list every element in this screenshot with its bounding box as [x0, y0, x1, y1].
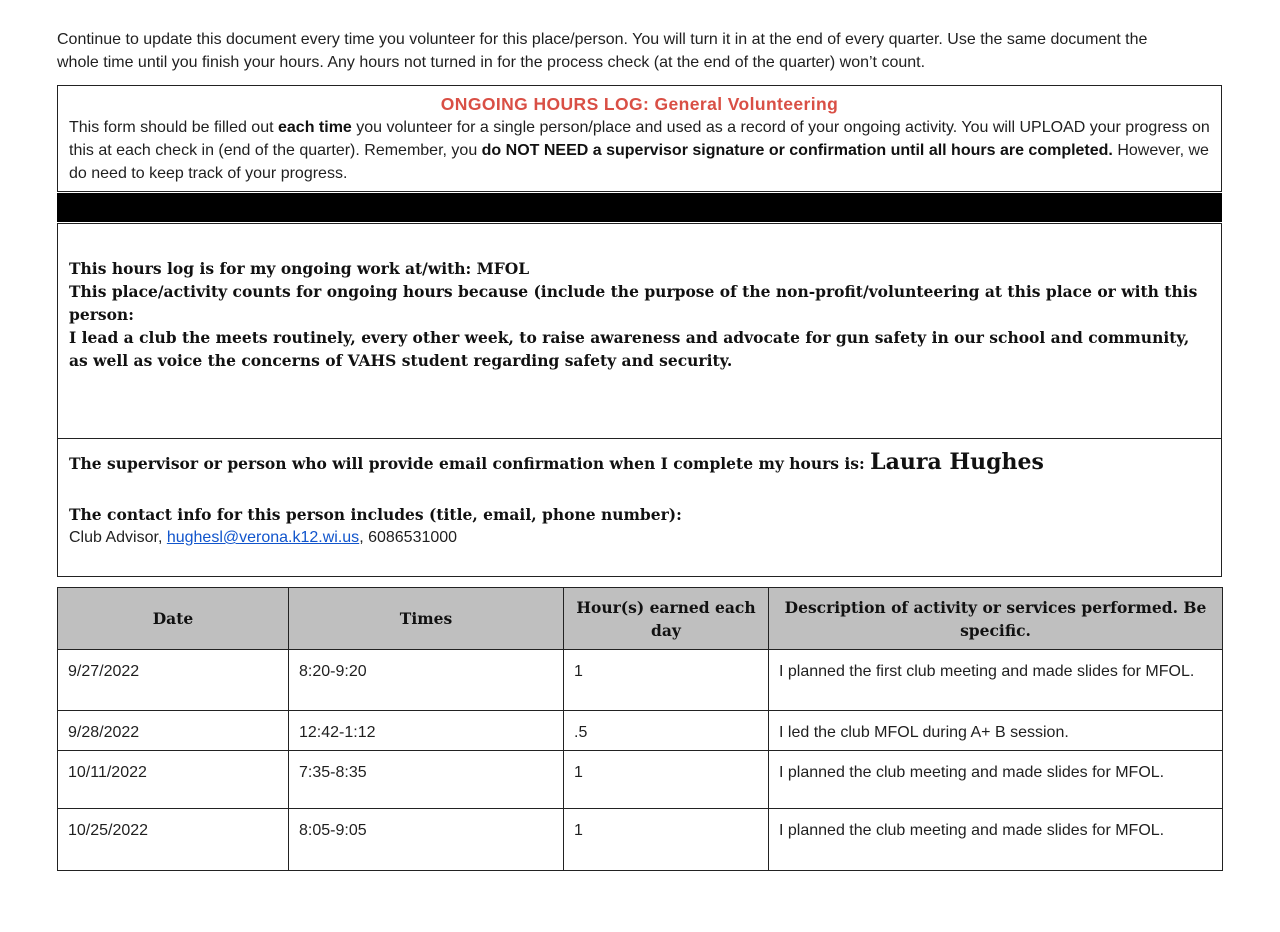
cell-times: 8:20-9:20 [289, 650, 564, 711]
form-desc-seg4-bold: do NOT NEED a supervisor signature or confirmation until all hours are completed. [481, 142, 1113, 159]
cell-date: 10/11/2022 [58, 751, 289, 809]
form-description [69, 116, 1210, 185]
black-divider-bar [57, 193, 1222, 222]
log-info-line1: This hours log is for my ongoing work at/with: MFOL [69, 259, 530, 278]
form-header-box [57, 85, 1222, 192]
cell-date: 10/25/2022 [58, 809, 289, 871]
header-note: Continue to update this document every time you volunteer for this place/person. You will turn it in at the end of every quarter. Use the same document the whole time until you finish your hours. Any hours not turned in for the process check (at the end of the quarter) won’t count. [57, 31, 1148, 71]
log-info-line2: This place/activity counts for ongoing hours because (include the purpose of the non-profit/volunteering at this place or with this person: [69, 282, 1198, 324]
table-row [58, 711, 1223, 751]
cell-date: 9/27/2022 [58, 650, 289, 711]
cell-times: 12:42-1:12 [289, 711, 564, 751]
supervisor-label: The supervisor or person who will provide email confirmation when I complete my hours is: [69, 454, 871, 473]
cell-description: I planned the club meeting and made slides for MFOL. [769, 809, 1223, 871]
column-header-hours: Hour(s) earned each day [564, 588, 769, 650]
cell-description: I led the club MFOL during A+ B session. [769, 711, 1223, 751]
cell-times: 7:35-8:35 [289, 751, 564, 809]
cell-hours: 1 [564, 809, 769, 871]
contact-info-label: The contact info for this person includes (title, email, phone number): [69, 505, 682, 524]
contact-phone: , 6086531000 [359, 529, 458, 546]
column-header-date: Date [58, 588, 289, 650]
supervisor-line [69, 447, 1210, 479]
supervisor-info-box [57, 438, 1222, 577]
cell-hours: 1 [564, 751, 769, 809]
cell-date: 9/28/2022 [58, 711, 289, 751]
table-header-row [58, 588, 1223, 650]
cell-hours: .5 [564, 711, 769, 751]
cell-description: I planned the first club meeting and made slides for MFOL. [769, 650, 1223, 711]
table-row [58, 650, 1223, 711]
contact-title: Club Advisor, [69, 529, 167, 546]
hours-log-table [57, 587, 1223, 871]
form-desc-seg3: you volunteer for a single person/place and used as a record of your ongoing activity. You will UPLOAD your progress on this at each check in (end of the quarter). Remember, you [69, 119, 1210, 159]
hours-log-info-box [57, 223, 1222, 439]
log-info-line3: I lead a club the meets routinely, every other week, to raise awareness and advocate for gun safety in our school and community, as well as voice the concerns of VAHS student regarding safety and security. [69, 328, 1190, 370]
cell-description: I planned the club meeting and made slides for MFOL. [769, 751, 1223, 809]
supervisor-email-link[interactable]: hughesl@verona.k12.wi.us [166, 529, 360, 546]
document-page [57, 0, 1222, 871]
cell-times: 8:05-9:05 [289, 809, 564, 871]
form-desc-seg2-bold: each time [278, 119, 352, 136]
form-desc-seg5: However, we do need to keep track of your progress. [69, 142, 1209, 182]
supervisor-name: Laura Hughes [870, 449, 1044, 475]
column-header-description: Description of activity or services performed. Be specific. [769, 588, 1223, 650]
contact-info-line [69, 526, 1210, 549]
column-header-times: Times [289, 588, 564, 650]
form-title: ONGOING HOURS LOG: General Volunteering [440, 94, 839, 114]
table-row [58, 751, 1223, 809]
form-desc-seg1: This form should be filled out [69, 119, 278, 136]
cell-hours: 1 [564, 650, 769, 711]
table-row [58, 809, 1223, 871]
